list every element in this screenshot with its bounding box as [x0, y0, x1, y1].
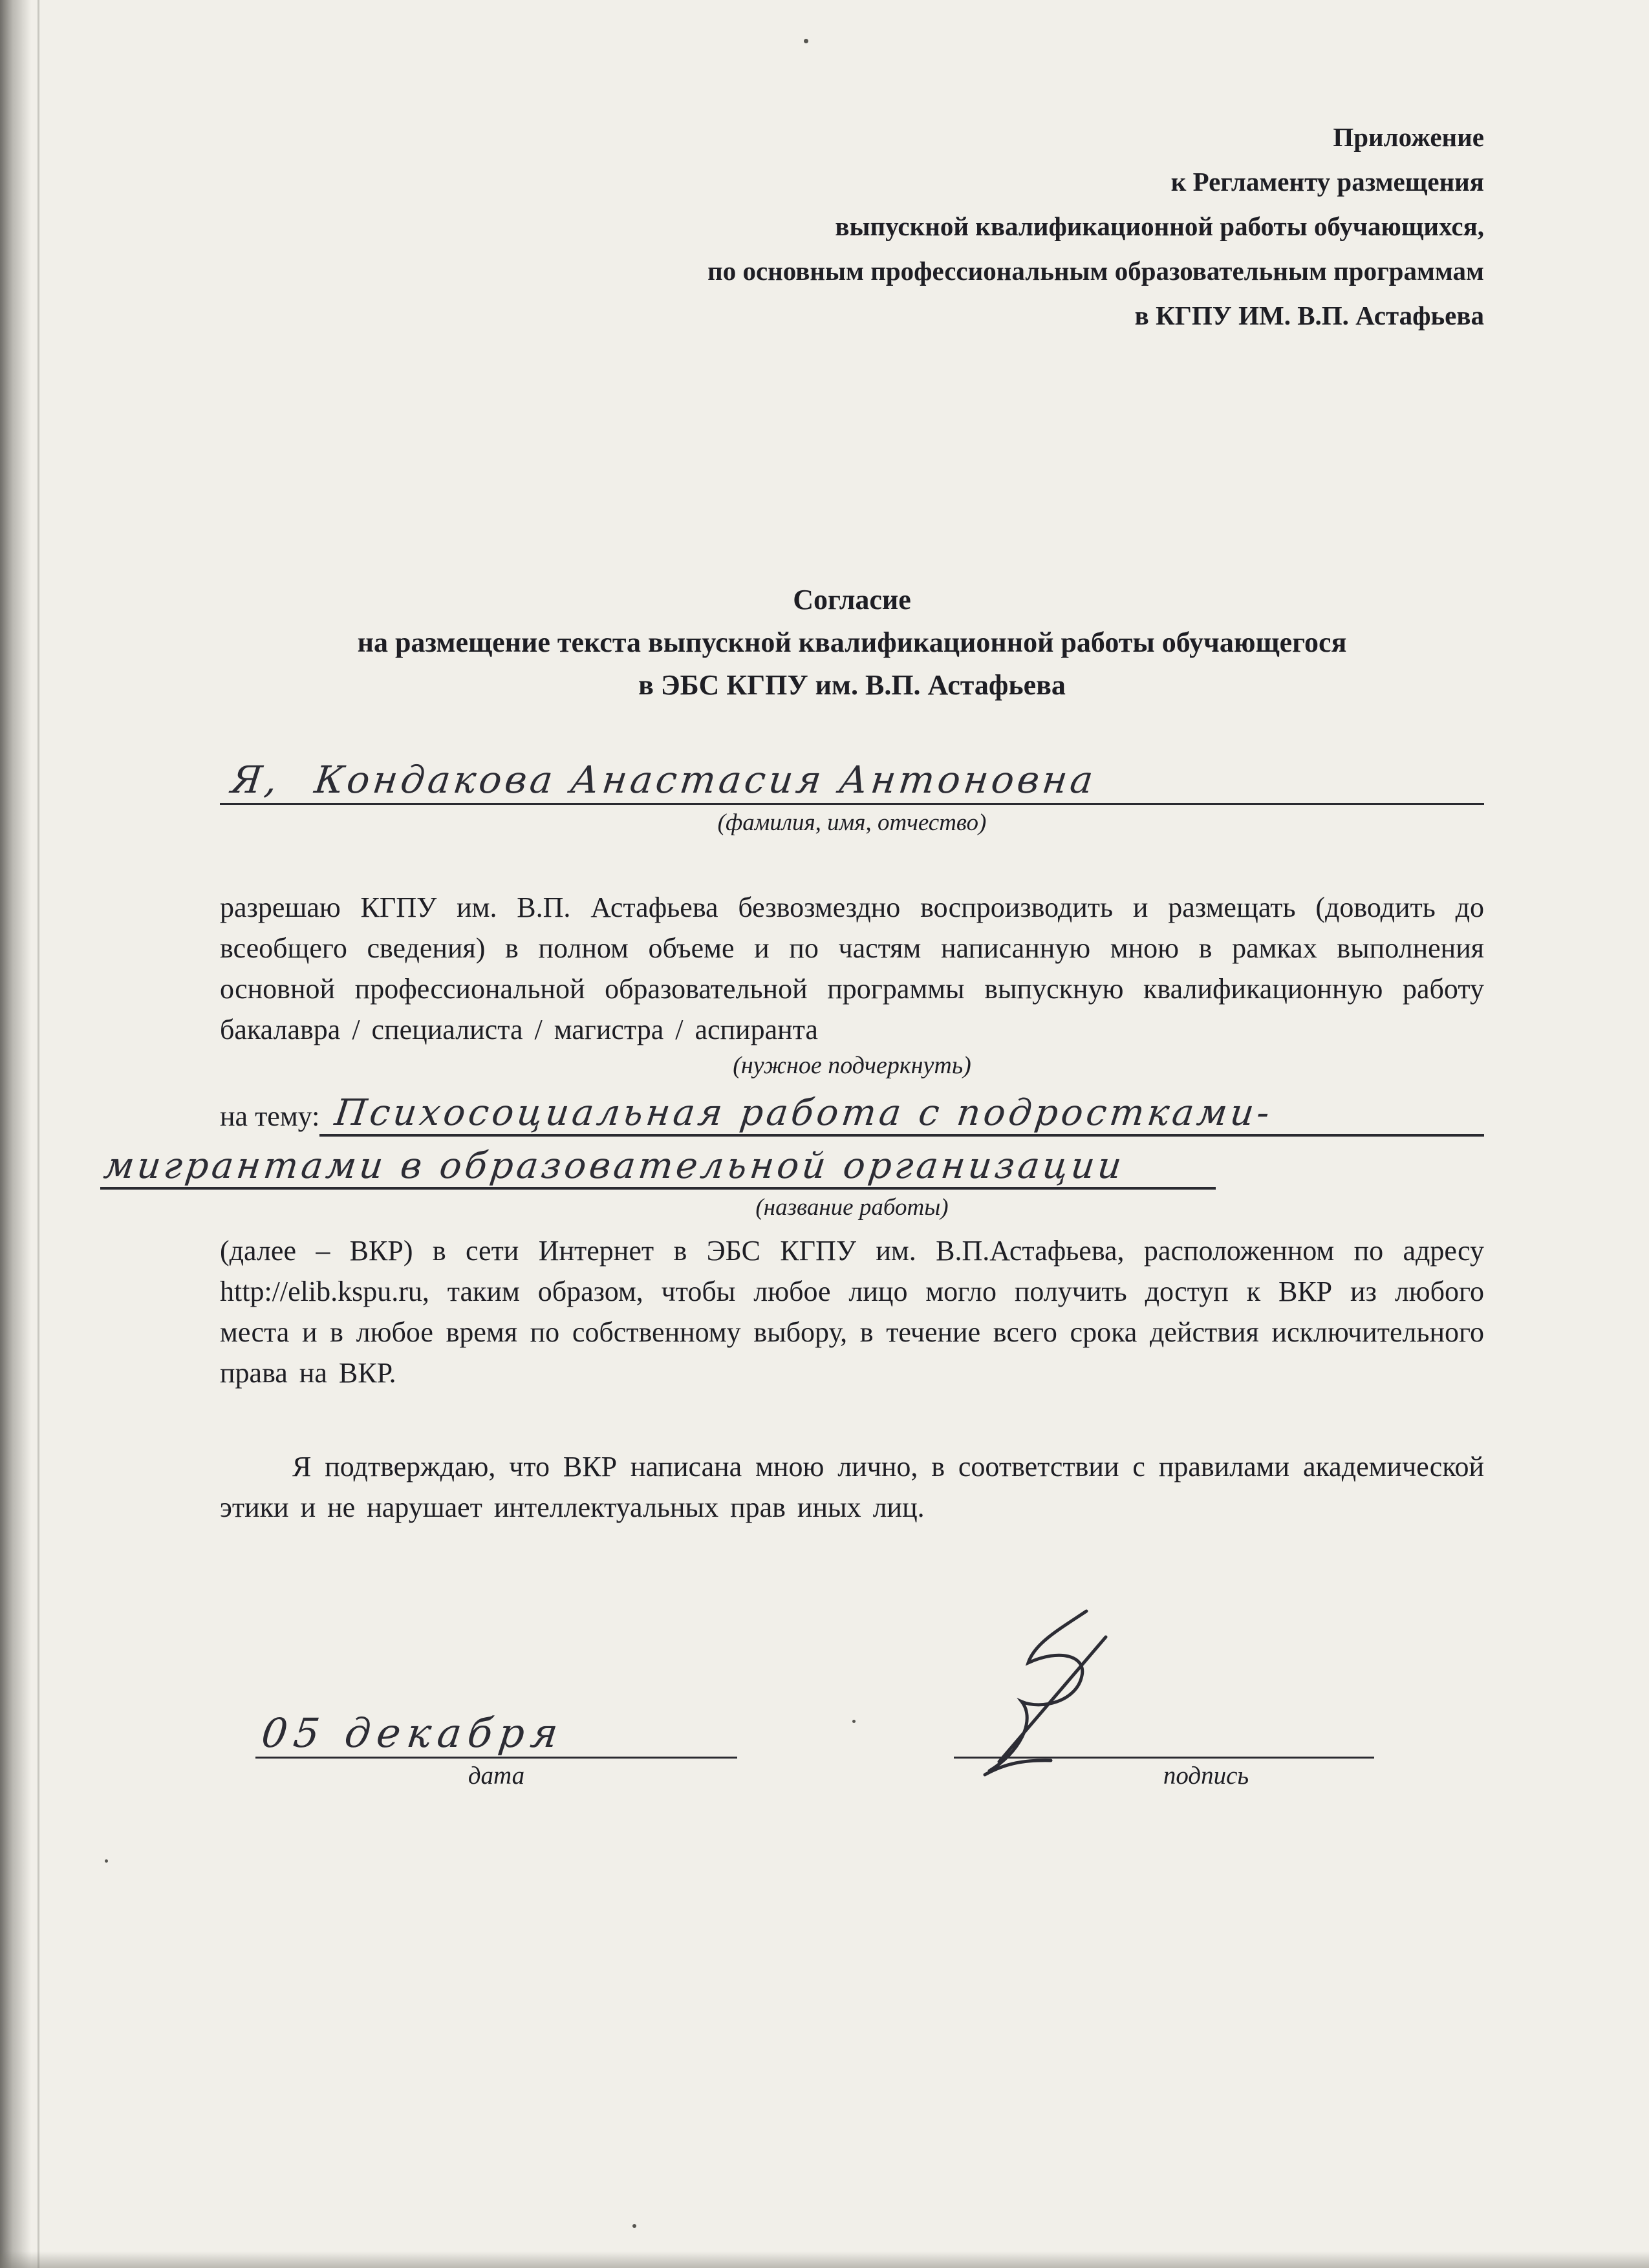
scan-crease-line: [38, 0, 39, 2268]
handwritten-name: Кондакова Анастасия Антоновна: [312, 758, 1099, 802]
document-title: [220, 579, 1484, 707]
date-underline: [255, 1757, 737, 1759]
date-field: [255, 1603, 737, 1790]
appendix-header: [220, 115, 1484, 338]
topic-label: на тему:: [220, 1100, 320, 1132]
signature-spacer: [954, 1603, 1374, 1757]
scan-speck: [105, 1859, 108, 1863]
name-caption: (фамилия, имя, отчество): [717, 809, 987, 836]
date-label: дата: [468, 1762, 525, 1790]
appendix-line: выпускной квалификационной работы обучающихся,: [835, 211, 1484, 241]
name-prefix-handwritten: Я,: [228, 758, 283, 802]
signature-scribble: [954, 1601, 1148, 1795]
title-line: в ЭБС КГПУ им. В.П. Астафьева: [638, 669, 1066, 701]
scan-left-shadow: [0, 0, 31, 2268]
scan-bottom-shadow: [0, 2251, 1649, 2268]
appendix-line: к Регламенту размещения: [1170, 167, 1484, 197]
document-page: [102, 0, 1484, 1881]
appendix-line: Приложение: [1333, 122, 1484, 152]
title-line: на размещение текста выпускной квалификационной работы обучающегося: [357, 626, 1347, 658]
topic-field-line1: [220, 1085, 1484, 1137]
signature-block: [220, 1603, 1484, 1881]
appendix-line: в КГПУ ИМ. В.П. Астафьева: [1134, 301, 1484, 330]
permission-paragraph: разрешаю КГПУ им. В.П. Астафьева безвозмездно воспроизводить и размещать (доводить до всеобщего сведения) в полном объеме и по частям написанную мною в рамках выполнения основной профессиональной образовательной программы выпускную квалификационную работу бакалавра / специалиста / магистра / аспиранта: [220, 892, 1484, 1045]
handwritten-topic-line1: Психосоциальная работа с подростками-: [332, 1092, 1275, 1134]
vkr-paragraph: (далее – ВКР) в сети Интернет в ЭБС КГПУ им. В.П.Астафьева, расположенном по адресу http://elib.kspu.ru, таким образом, чтобы любое лицо могло получить доступ к ВКР из любого места и в любое время по собственному выбору, в течение всего срока действия исключительного права на ВКР.: [220, 1235, 1484, 1389]
handwritten-topic-line2: мигрантами в образовательной организации: [102, 1145, 1127, 1187]
date-spacer: [255, 1603, 737, 1757]
topic-underline-1: [319, 1085, 1484, 1137]
signature-field: [954, 1603, 1374, 1790]
topic-caption: (название работы): [755, 1194, 949, 1221]
underline-note: (нужное подчеркнуть): [733, 1052, 971, 1079]
title-line: Согласие: [793, 584, 911, 615]
handwritten-date: 05 декабря: [259, 1709, 567, 1757]
scan-speck: [632, 2224, 636, 2228]
appendix-line: по основным профессиональным образовательным программам: [707, 256, 1484, 286]
confirmation-paragraph: Я подтверждаю, что ВКР написана мною лично, в соответствии с правилами академической этики и не нарушает интеллектуальных прав иных лиц.: [220, 1451, 1484, 1523]
topic-field-line2: [100, 1137, 1216, 1190]
signature-label: подпись: [1163, 1762, 1249, 1790]
name-field: [220, 743, 1484, 805]
